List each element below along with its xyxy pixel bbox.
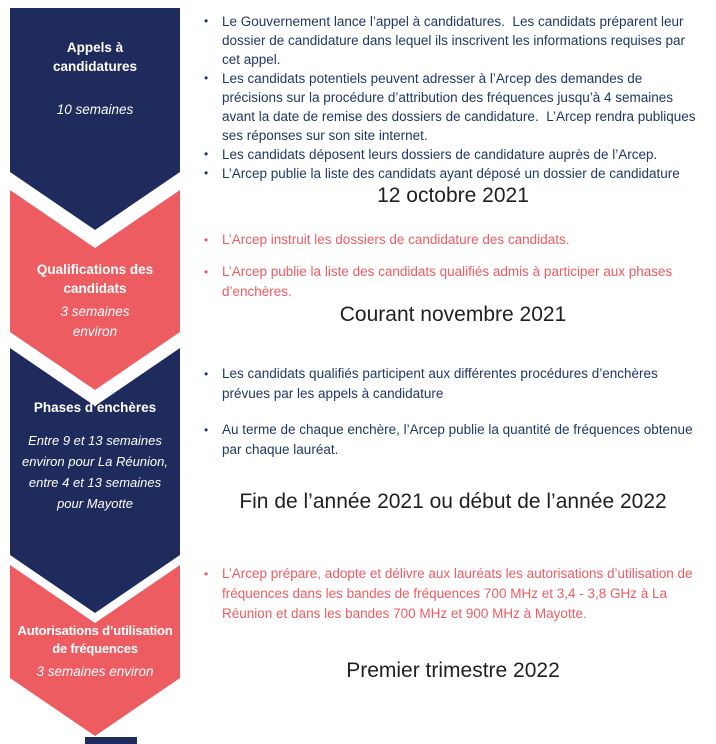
- bullet-item: [190, 12, 704, 69]
- bullet-icon: •: [204, 166, 209, 180]
- milestone-date-3: Fin de l’année 2021 ou début de l’année 2022: [239, 490, 667, 513]
- bullet-text: L’Arcep prépare, adopte et délivre aux lauréats les autorisations d’utilisation de fréquences dans les bandes de fréquences 700 MHz et 3,4 - 3,8 GHz à La Réunion et dans les bandes 700 MHz et 900 MHz à Mayotte.: [222, 566, 697, 621]
- phase-1-bullet-list: [190, 12, 710, 183]
- next-stage-peek-chevron: [85, 737, 137, 744]
- bullet-icon: •: [204, 233, 209, 247]
- bullet-item: [190, 230, 704, 250]
- bullet-icon: •: [204, 567, 209, 581]
- stage-3-duration: Entre 9 et 13 semaines environ pour La Réunion, entre 4 et 13 semaines pour Mayotte: [22, 433, 168, 511]
- bullet-text: L’Arcep publie la liste des candidats qualifiés admis à participer aux phases d’enchères.: [222, 264, 677, 299]
- bullet-icon: •: [204, 265, 209, 279]
- bullet-item: [190, 145, 704, 164]
- milestone-date-1: 12 octobre 2021: [377, 184, 529, 207]
- stage-3-title: Phases d’enchères: [33, 400, 157, 415]
- bullet-text: L’Arcep publie la liste des candidats ayant déposé un dossier de candidature: [222, 166, 680, 181]
- phase-2-bullet-list: [190, 230, 710, 302]
- bullet-icon: •: [204, 71, 209, 85]
- bullet-icon: •: [204, 367, 209, 381]
- bullet-item: [190, 262, 704, 302]
- stage-4-duration: 3 semaines environ: [36, 664, 154, 679]
- stage-2-title: Qualifications des candidats: [36, 262, 154, 296]
- bullet-item: [190, 564, 704, 624]
- timeline-details-column: [190, 0, 716, 744]
- stage-1-duration: 10 semaines: [56, 102, 134, 117]
- bullet-item: [190, 69, 704, 145]
- bullet-text: Les candidats déposent leurs dossiers de candidature auprès de l’Arcep.: [222, 147, 658, 162]
- bullet-icon: •: [204, 423, 209, 437]
- phase-4-bullet-list: [190, 564, 710, 624]
- bullet-text: Au terme de chaque enchère, l’Arcep publie la quantité de fréquences obtenue par chaque lauréat.: [222, 422, 697, 457]
- bullet-text: Le Gouvernement lance l’appel à candidatures. Les candidats préparent leur dossier de candidature dans lequel ils inscrivent les informations requises par cet appel.: [222, 14, 689, 67]
- bullet-text: Les candidats qualifiés participent aux différentes procédures d’enchères prévues par les appels à candidature: [222, 366, 662, 401]
- bullet-text: Les candidats potentiels peuvent adresser à l’Arcep des demandes de précisions sur la procédure d’attribution des fréquences jusqu’à 4 semaines avant la date de remise des dossiers de candidature. L’Arcep rendra publiques ses réponses sur son site internet.: [222, 71, 700, 143]
- stage-4-title: Autorisations d’utilisation de fréquences: [17, 623, 173, 656]
- stage-1-title: Appels à candidatures: [52, 40, 138, 74]
- bullet-item: [190, 164, 704, 183]
- milestone-date-4: Premier trimestre 2022: [346, 659, 560, 682]
- phase-3-bullet-list: [190, 364, 710, 460]
- milestone-date-2: Courant novembre 2021: [339, 303, 567, 326]
- bullet-item: [190, 420, 704, 460]
- bullet-text: L’Arcep instruit les dossiers de candidature des candidats.: [222, 232, 570, 247]
- bullet-icon: •: [204, 14, 209, 28]
- stage-2-duration: 3 semaines environ: [60, 304, 130, 339]
- bullet-icon: •: [204, 147, 209, 161]
- bullet-item: [190, 364, 704, 404]
